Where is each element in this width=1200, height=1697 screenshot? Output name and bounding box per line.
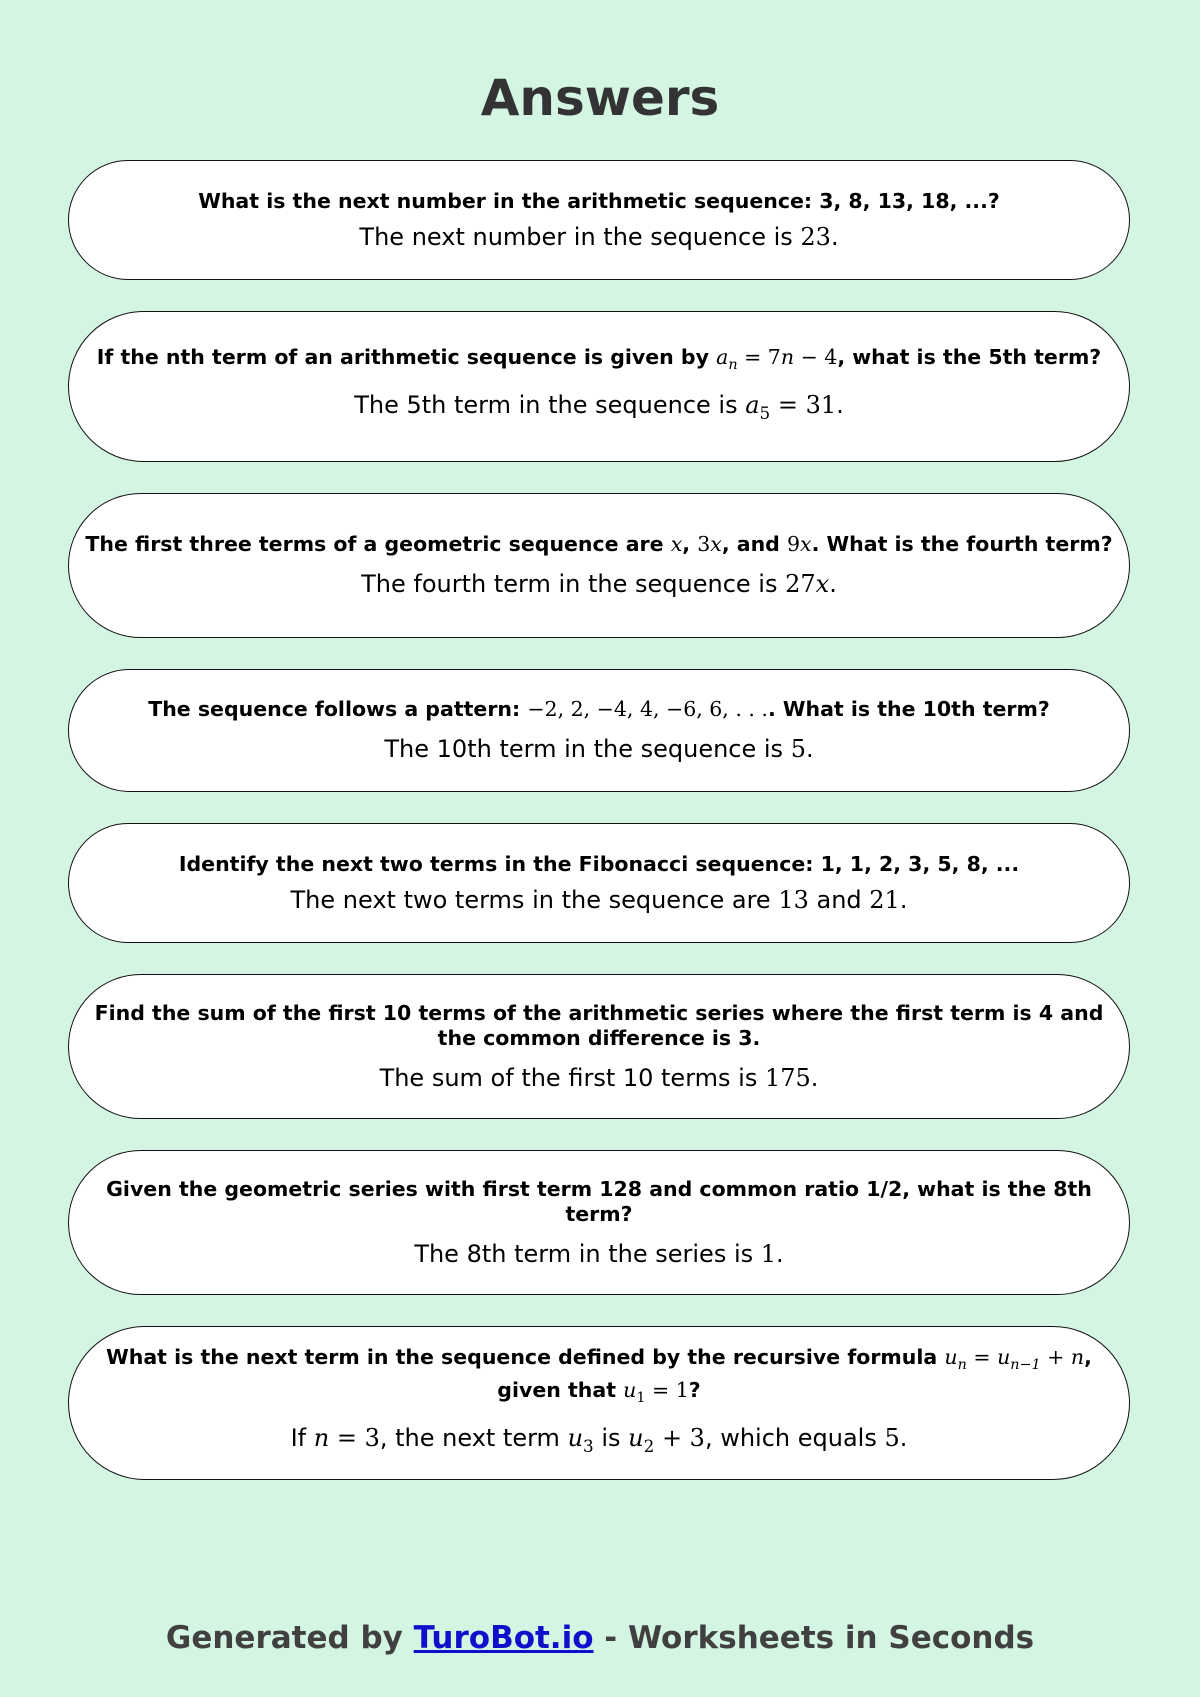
answer-text: The 5th term in the sequence is $a_5 = 31$.: [354, 391, 844, 423]
footer: [0, 1620, 1200, 1656]
answer-text: The fourth term in the sequence is 27x.: [361, 570, 837, 598]
answer-text: The 8th term in the series is 1.: [414, 1239, 784, 1268]
answer-card: [68, 974, 1130, 1119]
answer-text: If n = 3, the next term $u_3$ is $u_2 + 3$, which equals 5.: [290, 1424, 908, 1456]
question-text: If the nth term of an arithmetic sequence is given by $a_n = 7n - 4$, what is the 5th term?: [96, 345, 1102, 374]
question-text: Identify the next two terms in the Fibonacci sequence: 1, 1, 2, 3, 5, 8, ...: [178, 851, 1020, 876]
question-text: What is the next term in the sequence defined by the recursive formula $u_n = u_{n-1} + n$, given that $u_1 = 1$?: [106, 1345, 1092, 1407]
turobot-link[interactable]: TuroBot.io: [413, 1620, 594, 1656]
footer-suffix: - Worksheets in Seconds: [593, 1620, 1035, 1656]
answer-card: [68, 160, 1130, 280]
question-text: What is the next number in the arithmetic sequence: 3, 8, 13, 18, ...?: [198, 188, 1000, 213]
answer-card: [68, 311, 1130, 462]
answer-card: [68, 1326, 1130, 1480]
question-text: The sequence follows a pattern: −2, 2, −4, 4, −6, 6, . . .. What is the 10th term?: [148, 697, 1050, 721]
question-text: Given the geometric series with first term 128 and common ratio 1/2, what is the 8th term?: [106, 1176, 1092, 1226]
answer-text: The sum of the first 10 terms is 175.: [379, 1063, 819, 1092]
page-title: Answers: [480, 69, 720, 127]
answer-card: [68, 493, 1130, 638]
answer-card: [68, 669, 1130, 792]
question-text: Find the sum of the first 10 terms of the arithmetic series where the first term is 4 and the common difference is 3.: [94, 1000, 1104, 1050]
footer-prefix: Generated by: [165, 1620, 414, 1656]
answer-card: [68, 823, 1130, 943]
answer-text: The next two terms in the sequence are 13 and 21.: [290, 885, 908, 914]
answer-text: The next number in the sequence is 23.: [359, 222, 839, 251]
answer-text: The 10th term in the sequence is 5.: [384, 735, 814, 763]
answer-card: [68, 1150, 1130, 1295]
question-text: The first three terms of a geometric sequence are x, 3x, and 9x. What is the fourth term?: [85, 532, 1113, 556]
